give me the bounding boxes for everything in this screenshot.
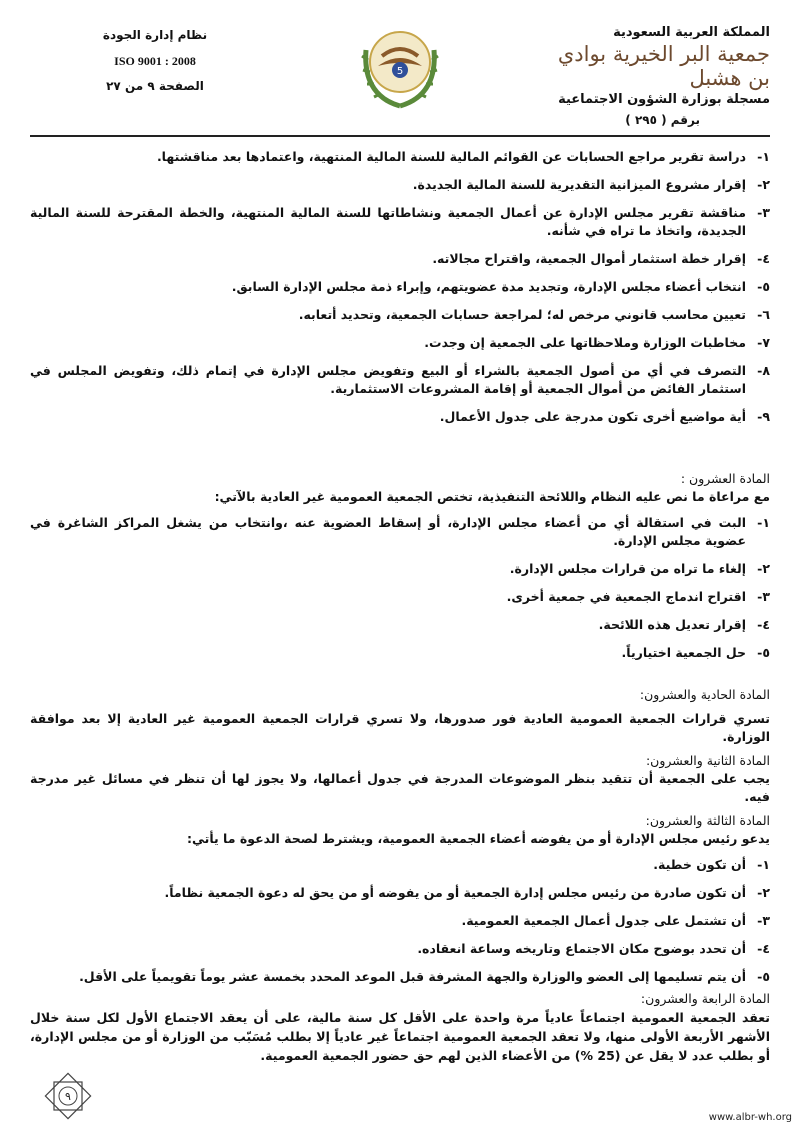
footer-page-number: ٩ [65, 1090, 71, 1103]
article-intro: مع مراعاة ما نص عليه النظام واللائحة التنفيذية، تختص الجمعية العمومية غير العادية بالآتي: [214, 489, 770, 504]
page-indicator: الصفحة ٩ من ٢٧ [106, 79, 204, 93]
article-23 [30, 812, 770, 986]
list-item: ٨- التصرف في أي من أصول الجمعية بالشراء أو البيع وتفويض مجلس الإدارة في إتمام ذلك، وتفويض المجلس في استثمار الفائض من أموال الجمعية أو إقامة المشروعات الاستثمارية. [30, 363, 770, 396]
list-item: ٧- مخاطبات الوزارة وملاحظاتها على الجمعية إن وجدت. [424, 335, 770, 350]
list-item: ١- أن تكون خطية. [653, 857, 770, 872]
list-item: ٤- إقرار خطة استثمار أموال الجمعية، واقتراح مجالاته. [432, 251, 770, 266]
kingdom-name: المملكة العربية السعودية [613, 25, 770, 40]
article-text: تسري قرارات الجمعية العمومية العادية فور صدورها، ولا تسري قرارات الجمعية العمومية غير العادية إلا بعد موافقة الوزارة. [30, 711, 770, 744]
iso-standard: ISO 9001 : 2008 [114, 54, 196, 68]
logo-number: 5 [396, 66, 404, 77]
list-item: ٣- اقتراح اندماج الجمعية في جمعية أخرى. [506, 589, 770, 604]
article-title: المادة الثالثة والعشرون: [645, 813, 770, 828]
page-number-emblem-icon [42, 1070, 94, 1122]
list-item: ١- دراسة تقرير مراجع الحسابات عن القوائم المالية للسنة المالية المنتهية، واعتمادها بعد مناقشتها. [156, 149, 770, 164]
document-body [30, 148, 770, 1065]
article-title: المادة الرابعة والعشرون: [640, 991, 770, 1006]
registration-number: برقم ( ٢٩٥ ) [625, 113, 700, 127]
article-24 [30, 990, 770, 1065]
list-item: ٤- إقرار تعديل هذه اللائحة. [598, 617, 770, 632]
list-item: ٤- أن تحدد بوضوح مكان الاجتماع وتاريخه وساعة انعقاده. [417, 941, 770, 956]
list-item: ٥- انتخاب أعضاء مجلس الإدارة، وتجديد مدة عضويتهم، وإبراء ذمة مجلس الإدارة السابق. [231, 279, 770, 294]
article-text: يجب على الجمعية أن تتقيد بنظر الموضوعات المدرجة في جدول أعمالها، ولا يجوز لها أن تنظر في مسائل غير مدرجة فيه. [30, 771, 770, 804]
website-link[interactable]: www.albr-wh.org [708, 1112, 792, 1123]
list-item: ٢- إلغاء ما تراه من قرارات مجلس الإدارة. [509, 561, 770, 576]
association-name: جمعية البر الخيرية بوادي بن هشبل [557, 42, 770, 90]
list-item: ٦- تعيين محاسب قانوني مرخص له؛ لمراجعة حسابات الجمعية، وتحديد أتعابه. [298, 307, 770, 322]
quality-system-title: نظام إدارة الجودة [102, 28, 208, 42]
list-item: ٥- حل الجمعية اختيارياً. [621, 645, 770, 660]
header-organization-block [550, 25, 770, 127]
article-text: تعقد الجمعية العمومية اجتماعاً عادياً مرة واحدة على الأقل كل سنة مالية، على أن يعقد الاجتماع الأول لكل سنة خلال الأشهر الأربعة الأولى منها، ولا تعقد الجمعية العمومية اجتماعاً غير عادياً إلا بطلب مُسَبّب من الوزارة أو من مجلس الإدارة، أو بطلب عدد لا يقل عن (25 %) من الأعضاء الذين لهم حق حضور الجمعية العمومية. [30, 1010, 770, 1063]
list-item: ٥- أن يتم تسليمها إلى العضو والوزارة والجهة المشرفة قبل الموعد المحدد بخمسة عشر يوماً تقويمياً على الأقل. [79, 969, 770, 984]
list-item: ٢- أن تكون صادرة من رئيس مجلس إدارة الجمعية أو من يفوضه أو من يحق له دعوة الجمعية نظاماً. [164, 885, 770, 900]
spacer [30, 436, 770, 470]
list-item: ٣- مناقشة تقرير مجلس الإدارة عن أعمال الجمعية ونشاطاتها للسنة المالية المنتهية، والخطة المقترحة للسنة المالية الجديدة، واتخاذ ما تراه في شأنه. [30, 205, 770, 238]
article-title: المادة العشرون : [680, 471, 770, 486]
article-22 [30, 752, 770, 806]
list-general-assembly-duties [30, 148, 770, 426]
association-logo [358, 20, 442, 112]
article-title: المادة الثانية والعشرون: [645, 753, 770, 768]
registration-text: مسجلة بوزارة الشؤون الاجتماعية [558, 92, 770, 107]
header-divider [30, 135, 770, 137]
article-21 [30, 686, 770, 746]
article-20 [30, 470, 770, 662]
spacer [30, 672, 770, 686]
article-title: المادة الحادية والعشرون: [639, 687, 770, 702]
list-item: ٩- أية مواضيع أخرى تكون مدرجة على جدول الأعمال. [439, 409, 770, 424]
article-intro: يدعو رئيس مجلس الإدارة أو من يفوضه أعضاء الجمعية العمومية، ويشترط لصحة الدعوة ما يأتي: [186, 831, 770, 846]
list-item: ٢- إقرار مشروع الميزانية التقديرية للسنة المالية الجديدة. [412, 177, 770, 192]
header-quality-block [80, 28, 230, 93]
list-item: ٣- أن تشتمل على جدول أعمال الجمعية العمومية. [461, 913, 770, 928]
list-item: ١- البت في استقالة أي من أعضاء مجلس الإدارة، أو إسقاط العضوية عنه ،وانتخاب من يشغل المراكز الشاغرة في عضوية مجلس الإدارة. [30, 515, 770, 548]
